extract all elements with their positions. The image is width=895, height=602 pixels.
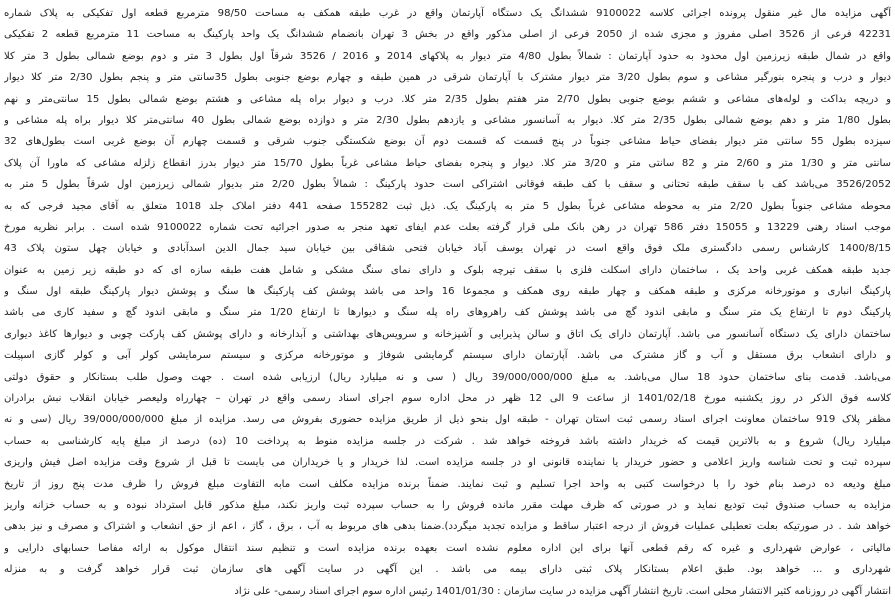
notice-line: پارکینگ انباری و موتورخانه مرکزی و طبقه همکف و چهار طبقه روی همکف و مجموعا 16 واحد می باشد پوشش کف پارکینگ ها سنگ و پوشش دیوار پارکینگ طبقه اول سنگ و: [4, 286, 891, 298]
notice-line: 3526/2052 می‌باشد کف با سقف طبقه تحتانی و سقف با کف طبقه فوقانی اشتراکی است حدود پارکینگ : شمالاً بطول 2/20 متر بدیوار شمالی زیرزمین اول شرقاً بطول 5 متر به: [4, 179, 891, 191]
notice-line: جدید طبقه همکف غربی واحد یک ، ساختمان دارای اسکلت فلزی با سقف تیرچه بلوک و دارای نمای سنگ مشکی و شامل هفت طبقه سازه ای که دو طبقه زیر زمین به عنوان: [4, 264, 891, 276]
notice-line: 42231 فرعی از 3526 اصلی مفروز و مجزی شده از 2050 فرعی از اصلی مذکور واقع در بخش 3 تهران بانضمام ششدانگ یک واحد پارکینگ به مساحت 11 مترمربع قطعه 2 تفکیکی: [4, 29, 891, 41]
notice-line: مظفر پلاک 919 ساختمان معاونت اجرای اسناد رسمی ثبت استان تهران - طبقه اول بنحو ذیل از طریق مزایده حضوری بفروش می رسد. مزایده از مبلغ 39/000/000/000 ریال (سی و نه: [4, 414, 891, 426]
notice-line: مبلغ ودیعه ده درصد بنام خود را با درخواست کتبی به واحد اجرا تسلیم و ثبت نمایند. ضمناً برنده مزایده مکلف است مابه التفاوت مبلغ فروش را ظرف مدت پنج روز از تاریخ: [4, 478, 891, 490]
notice-line: سانتی متر و 1/30 متر و 2/60 متر و 82 سانتی متر و 3/20 متر کلا. دیوار و پنجره بفضای حیاط مشاعی غرباً بطول 15/70 متر دیوار بدرز انقطاع زلزله مشاعی که ماورا آن پلاک: [4, 157, 891, 169]
notice-line: 1400/8/15 کارشناس رسمی دادگستری ملک فوق واقع است در تهران یوسف آباد خیابان فتحی شقاقی بین خیابان سید جمال الدین اسدآبادی و خیابان چهل ستون پلاک 43: [4, 243, 891, 255]
notice-line: مزایده به حساب صندوق ثبت تودیع نماید و در صورتی که ظرف مهلت مقرر مانده فروش را به حساب سپرده ثبت واریز نکند، مبلغ مذکور قابل استرداد نبوده و به حساب خزانه واریز: [4, 499, 891, 511]
notice-line: دیوار و درب و پنجره بنورگیر مشاعی و سوم بطول 3/20 متر دیوار مشترک با آپارتمان شرقی در همین طبقه و چهارم بوضع جنوبی بطول 35سانتی متر و پنجم بطول 2/30 متر کلا دیوار: [4, 72, 891, 84]
notice-line: میلیارد ریال) شروع و به بالاترین قیمت که خریدار داشته باشد فروخته خواهد شد . شرکت در جلسه مزایده منوط به پرداخت 10 (ده) درصد از مبلغ پایه کارشناسی به حساب: [4, 435, 891, 447]
notice-line: آگهی مزایده مال غیر منقول پرونده اجرائی کلاسه 9100022 ششدانگ یک دستگاه آپارتمان واقع در غرب طبقه همکف به مساحت 98/50 مترمربع قطعه اول تفکیکی به پلاک شماره: [4, 8, 891, 19]
notice-line: بطول 1/80 متر و دهم بوضع شمالی بطول 2/35 متر کلا. دیوار به آسانسور مشاعی و یازدهم بطول 2/30 متر و دوازده بوضع شمالی بطول 40 سانتی‌متر کلا دیوار براه پله مشاعی و: [4, 114, 891, 126]
notice-line: انتشار آگهی در روزنامه کثیر الانتشار محلی است. تاریخ انتشار آگهی مزایده در سایت سازمان : 1401/01/30 رئیس اداره سوم اجرای اسناد رسمی- علی نژاد: [234, 585, 891, 597]
notice-line: پارکینگ دوم تا ارتفاع یک متر سنگ و مابقی اندود گچ می باشد پوشش کف راهروهای راه پله سنگ و دیوارها تا ارتفاع 1/20 متر سنگ و مابقی اندود گچ و سفید کاری می باشد: [4, 307, 891, 319]
notice-line: سپرده ثبت و تحت شناسه واریز اعلامی و حضور خریدار یا نماینده قانونی او در جلسه مزایده است. لذا خریدار و یا خریداران می بایست تا قبل از شروع وقت مزایده اصل فیش واریزی: [4, 457, 891, 469]
notice-line: می‌باشد. قدمت بنای ساختمان حدود 18 سال می‌باشد. به مبلغ 39/000/000/000 ریال ( سی و نه میلیارد ریال) ارزیابی شده است . جهت وصول طلب بستانکار و حقوق دولتی: [4, 371, 891, 383]
notice-line: محوطه مشاعی جنوباً بطول 2/20 متر به محوطه مشاعی غرباً بطول 5 متر به پارکینگ یک. ذیل ثبت 155282 صفحه 441 دفتر املاک جلد 1018 متعلق به آقای مجید فرجی که به: [4, 200, 891, 212]
notice-line: سیزده بطول 55 سانتی متر دیوار بفضای حیاط مشاعی جنوباً در پنج قسمت که قسمت دوم آن بوضع شکستگی جنوب شرقی و قسمت چهارم آن بوضع غربی است بطول‌های 32: [4, 136, 891, 148]
auction-notice: [4, 0, 891, 597]
notice-line: مالیاتی ، عوارض شهرداری و غیره که رقم قطعی آنها برای این اداره معلوم نشده است بعهده برنده مزایده است و تنظیم سند انتقال موکول به ارائه مفاصا حسابهای دارایی و: [4, 542, 891, 554]
notice-line: کلاسه فوق الذکر در روز یکشنبه مورخ 1401/02/18 از ساعت 9 الی 12 ظهر در محل اداره سوم اجرای اسناد رسمی واقع در تهران – چهارراه ولیعصر خیابان انقلاب نبش برادران: [4, 393, 891, 405]
notice-line: موجب اسناد رهنی 13229 و 15055 دفتر 586 تهران در رهن بانک ملی قرار گرفته بعلت عدم ایفای تعهد منجر به صدور اجرائیه تحت شماره 9100022 شده است . برابر نظریه مورخ: [4, 221, 891, 233]
notice-line: و دارای انشعاب برق مستقل و آب و گاز مشترک می باشد. آپارتمان دارای سیستم گرمایشی شوفاژ و موتورخانه مرکزی و سیستم سرمایشی کولر آبی و کولر گازی اسپیلت: [4, 350, 891, 362]
notice-line: شهرداری و ... خواهد بود. طبق اعلام بستانکار پلاک ثبتی دارای بیمه می باشد . این آگهی در سایت آگهی های سازمان ثبت قرار خواهد گرفت و به منزله: [4, 564, 891, 576]
notice-line: واقع در شمال طبقه زیرزمین اول محدود به حدود آپارتمان : شمالاً بطول 4/80 متر دیوار به پلاکهای 2014 و 2016 / 3526 شرقاً اول بطول 3 متر و دوم بوضع شمالی بطول 3 متر کلا: [4, 50, 891, 62]
notice-line: و دریچه بداکت و لوله‌های مشاعی و ششم بوضع جنوبی بطول 2/70 متر هفتم بطول 2/35 متر کلا. درب و دیوار براه پله مشاعی و هشتم بوضع شمالی بطول 15 سانتی‌متر و نهم: [4, 93, 891, 105]
notice-line: ساختمان دارای یک دستگاه آسانسور می باشد. آپارتمان دارای یک اتاق و سالن پذیرایی و آشپزخانه و سرویس‌های بهداشتی و آبدارخانه و دارای پوشش کف پارکت چوبی و دیوارها کاغذ دیواری: [4, 328, 891, 340]
notice-line: خواهد شد . در صورتیکه بعلت تعطیلی عملیات فروش از درجه اعتبار ساقط و مزایده تجدید میگردد).ضمنا بدهی های مربوط به آب ، برق ، گاز ، اعم از حق انشعاب و اشتراک و مصرف و نیز بدهی: [4, 521, 891, 533]
